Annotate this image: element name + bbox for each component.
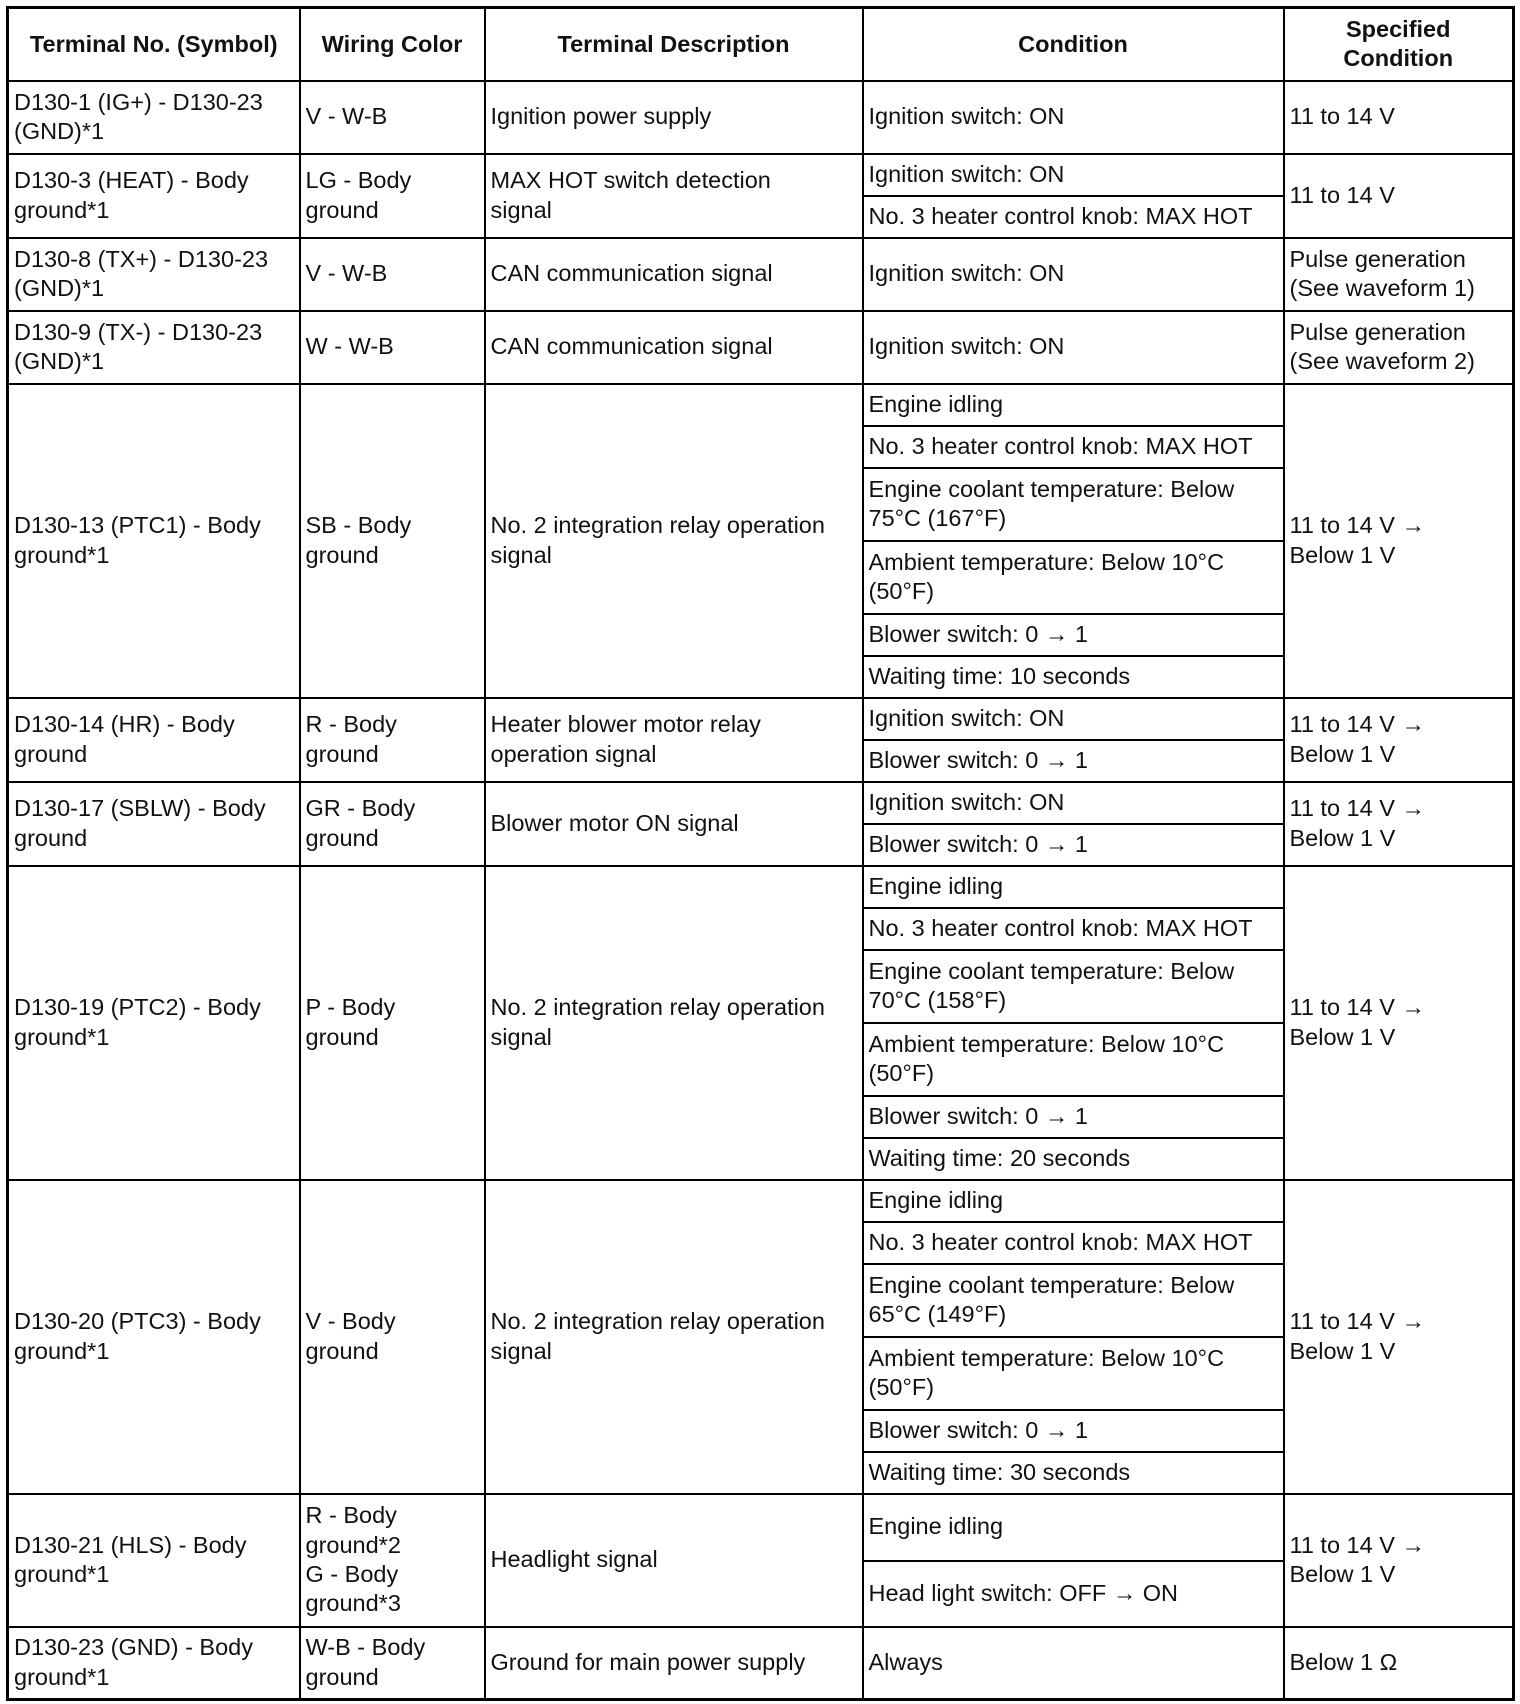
description-cell: CAN communication signal <box>485 311 863 384</box>
condition-cell: Blower switch: 0 → 1 <box>863 1096 1284 1138</box>
condition-cell: Ignition switch: ON <box>863 311 1284 384</box>
description-cell: Blower motor ON signal <box>485 782 863 866</box>
wiring-cell: GR - Body ground <box>300 782 485 866</box>
terminal-cell: D130-14 (HR) - Body ground <box>8 698 300 782</box>
description-cell: Ignition power supply <box>485 81 863 154</box>
terminal-cell: D130-19 (PTC2) - Body ground*1 <box>8 866 300 1180</box>
condition-cell: Blower switch: 0 → 1 <box>863 824 1284 866</box>
wiring-cell: W - W-B <box>300 311 485 384</box>
table-row <box>8 311 1514 384</box>
terminal-table <box>6 6 1515 1701</box>
condition-cell: Engine idling <box>863 1494 1284 1561</box>
table-row <box>8 698 1514 740</box>
wiring-cell: SB - Body ground <box>300 384 485 698</box>
description-cell: CAN communication signal <box>485 238 863 311</box>
condition-cell: Engine idling <box>863 384 1284 426</box>
table-row <box>8 1494 1514 1561</box>
specified-cell: 11 to 14 V → Below 1 V <box>1284 866 1514 1180</box>
specified-cell: 11 to 14 V → Below 1 V <box>1284 1180 1514 1494</box>
description-cell: Ground for main power supply <box>485 1627 863 1700</box>
table-row <box>8 81 1514 154</box>
wiring-cell: LG - Body ground <box>300 154 485 238</box>
condition-cell: Engine coolant temperature: Below 65°C (149°F) <box>863 1264 1284 1337</box>
table-row <box>8 866 1514 908</box>
condition-cell: Ignition switch: ON <box>863 698 1284 740</box>
table-row <box>8 1627 1514 1700</box>
terminal-cell: D130-3 (HEAT) - Body ground*1 <box>8 154 300 238</box>
specified-cell: 11 to 14 V <box>1284 154 1514 238</box>
condition-cell: Ambient temperature: Below 10°C (50°F) <box>863 1337 1284 1410</box>
condition-cell: Ambient temperature: Below 10°C (50°F) <box>863 1023 1284 1096</box>
wiring-cell: R - Body ground*2 G - Body ground*3 <box>300 1494 485 1627</box>
wiring-cell: W-B - Body ground <box>300 1627 485 1700</box>
header-terminal: Terminal No. (Symbol) <box>8 8 300 81</box>
table-row <box>8 238 1514 311</box>
header-row <box>8 8 1514 81</box>
terminal-cell: D130-17 (SBLW) - Body ground <box>8 782 300 866</box>
terminal-cell: D130-21 (HLS) - Body ground*1 <box>8 1494 300 1627</box>
condition-cell: Blower switch: 0 → 1 <box>863 1410 1284 1452</box>
table-row <box>8 154 1514 196</box>
condition-cell: Blower switch: 0 → 1 <box>863 740 1284 782</box>
condition-cell: Head light switch: OFF → ON <box>863 1561 1284 1627</box>
table-row <box>8 1180 1514 1222</box>
description-cell: MAX HOT switch detection signal <box>485 154 863 238</box>
terminal-cell: D130-20 (PTC3) - Body ground*1 <box>8 1180 300 1494</box>
condition-cell: Waiting time: 20 seconds <box>863 1138 1284 1180</box>
description-cell: Headlight signal <box>485 1494 863 1627</box>
condition-cell: Engine idling <box>863 1180 1284 1222</box>
condition-cell: Waiting time: 10 seconds <box>863 656 1284 698</box>
specified-cell: 11 to 14 V <box>1284 81 1514 154</box>
wiring-cell: P - Body ground <box>300 866 485 1180</box>
specified-cell: Pulse generation (See waveform 2) <box>1284 311 1514 384</box>
terminal-cell: D130-13 (PTC1) - Body ground*1 <box>8 384 300 698</box>
wiring-cell: V - Body ground <box>300 1180 485 1494</box>
condition-cell: Engine idling <box>863 866 1284 908</box>
header-condition: Condition <box>863 8 1284 81</box>
condition-cell: Ignition switch: ON <box>863 238 1284 311</box>
header-wiring-color: Wiring Color <box>300 8 485 81</box>
wiring-cell: R - Body ground <box>300 698 485 782</box>
condition-cell: Blower switch: 0 → 1 <box>863 614 1284 656</box>
condition-cell: Engine coolant temperature: Below 75°C (167°F) <box>863 468 1284 541</box>
condition-cell: Always <box>863 1627 1284 1700</box>
table-row <box>8 782 1514 824</box>
terminal-cell: D130-1 (IG+) - D130-23 (GND)*1 <box>8 81 300 154</box>
table-row <box>8 384 1514 426</box>
header-terminal-description: Terminal Description <box>485 8 863 81</box>
description-cell: No. 2 integration relay operation signal <box>485 384 863 698</box>
specified-cell: 11 to 14 V → Below 1 V <box>1284 1494 1514 1627</box>
wiring-cell: V - W-B <box>300 238 485 311</box>
condition-cell: No. 3 heater control knob: MAX HOT <box>863 1222 1284 1264</box>
condition-cell: No. 3 heater control knob: MAX HOT <box>863 908 1284 950</box>
condition-cell: No. 3 heater control knob: MAX HOT <box>863 426 1284 468</box>
condition-cell: Ignition switch: ON <box>863 154 1284 196</box>
specified-cell: 11 to 14 V → Below 1 V <box>1284 698 1514 782</box>
terminal-cell: D130-8 (TX+) - D130-23 (GND)*1 <box>8 238 300 311</box>
terminal-cell: D130-23 (GND) - Body ground*1 <box>8 1627 300 1700</box>
condition-cell: Ignition switch: ON <box>863 782 1284 824</box>
condition-cell: No. 3 heater control knob: MAX HOT <box>863 196 1284 238</box>
wiring-cell: V - W-B <box>300 81 485 154</box>
condition-cell: Ambient temperature: Below 10°C (50°F) <box>863 541 1284 614</box>
specified-cell: Pulse generation (See waveform 1) <box>1284 238 1514 311</box>
specified-cell: 11 to 14 V → Below 1 V <box>1284 782 1514 866</box>
condition-cell: Engine coolant temperature: Below 70°C (158°F) <box>863 950 1284 1023</box>
description-cell: No. 2 integration relay operation signal <box>485 866 863 1180</box>
terminal-cell: D130-9 (TX-) - D130-23 (GND)*1 <box>8 311 300 384</box>
description-cell: Heater blower motor relay operation signal <box>485 698 863 782</box>
condition-cell: Waiting time: 30 seconds <box>863 1452 1284 1494</box>
specified-cell: 11 to 14 V → Below 1 V <box>1284 384 1514 698</box>
description-cell: No. 2 integration relay operation signal <box>485 1180 863 1494</box>
condition-cell: Ignition switch: ON <box>863 81 1284 154</box>
header-specified-condition: Specified Condition <box>1284 8 1514 81</box>
specified-cell: Below 1 Ω <box>1284 1627 1514 1700</box>
